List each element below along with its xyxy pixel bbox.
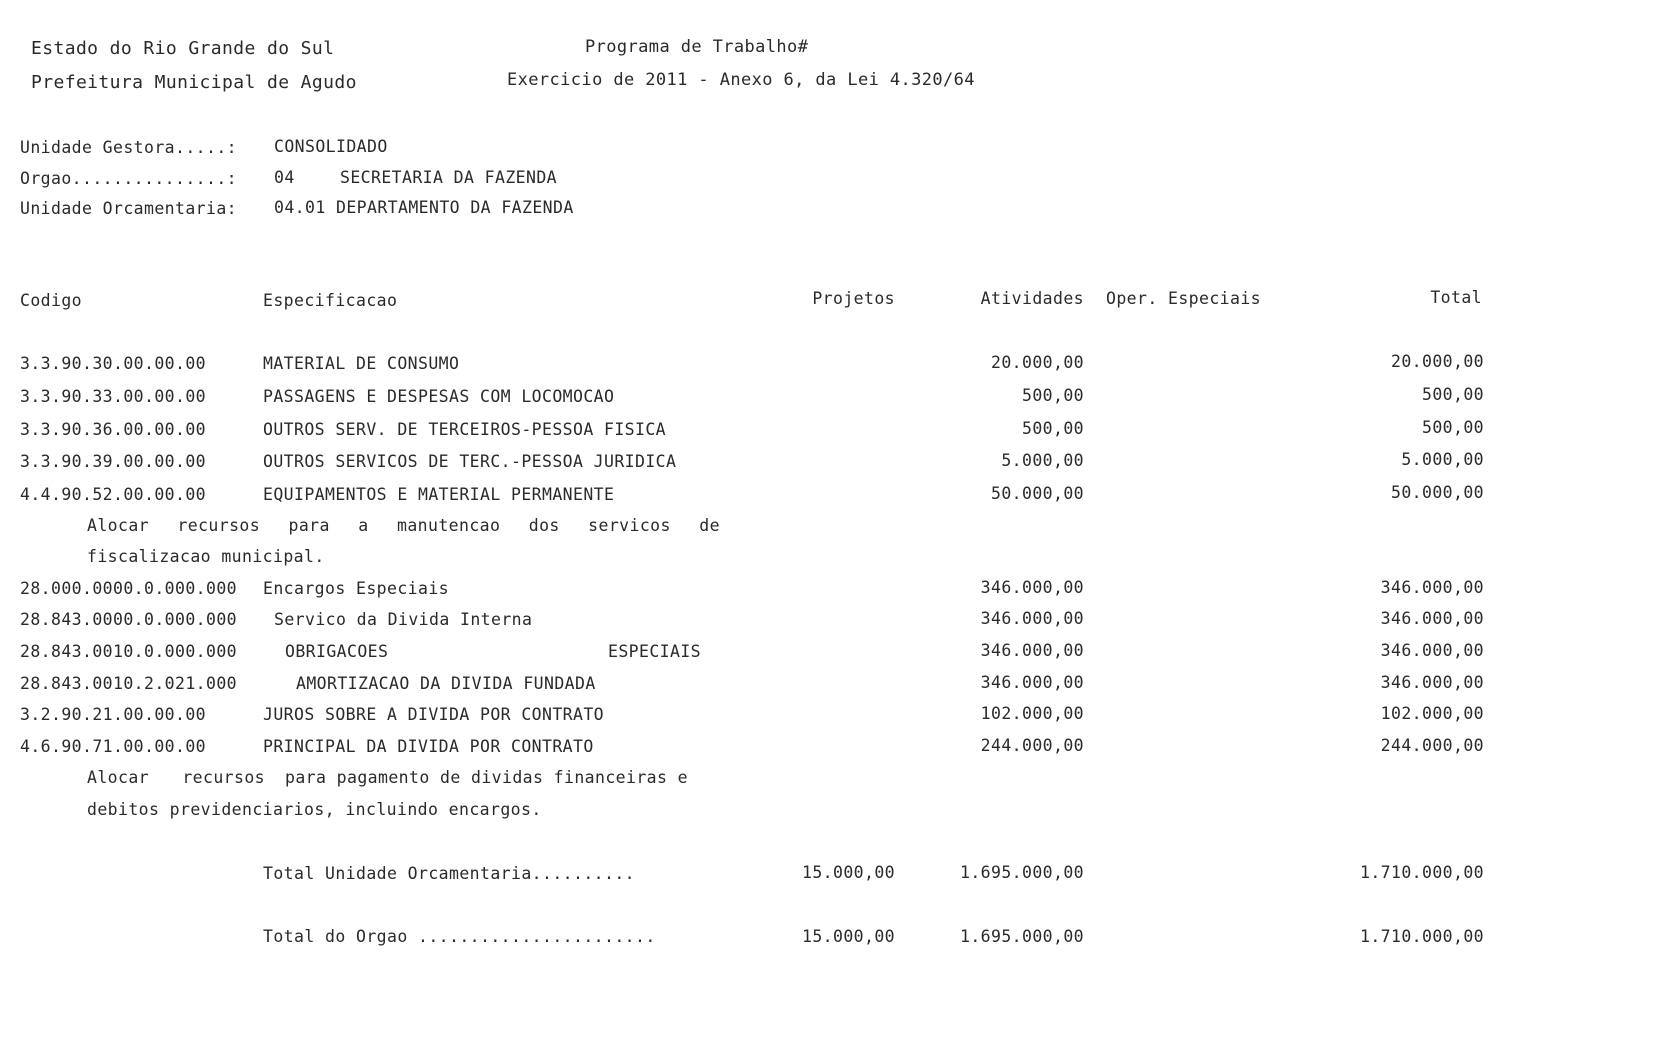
note-word: para [288, 516, 330, 535]
row-codigo: 3.2.90.21.00.00.00 [20, 705, 207, 724]
row-codigo: 3.3.90.39.00.00.00 [20, 452, 207, 471]
column-header-atividades: Atividades [980, 289, 1084, 308]
note-2-line-1-rest: para pagamento de dividas financeiras e [285, 768, 689, 787]
row-atividades: 346.000,00 [980, 609, 1084, 628]
orgao-code: 04 [274, 168, 295, 187]
row-atividades: 102.000,00 [980, 704, 1084, 723]
row-especificacao: Encargos Especiais [263, 579, 450, 598]
total-unidade-total: 1.710.000,00 [1359, 863, 1484, 882]
row-total: 20.000,00 [1390, 352, 1484, 371]
column-header-oper-especiais: Oper. Especiais [1106, 289, 1262, 308]
note-1-line-1 [87, 516, 720, 536]
row-especificacao: EQUIPAMENTOS E MATERIAL PERMANENTE [263, 485, 615, 504]
row-especificacao-part-2: ESPECIAIS [608, 642, 702, 661]
row-codigo: 28.843.0010.0.000.000 [20, 642, 238, 661]
note-word: a [358, 516, 369, 535]
note-word: Alocar [87, 516, 150, 535]
row-especificacao: Servico da Divida Interna [274, 610, 533, 629]
note-word: recursos [182, 768, 265, 787]
row-codigo: 3.3.90.30.00.00.00 [20, 354, 207, 373]
total-orgao-label: Total do Orgao ....................... [263, 927, 656, 946]
row-codigo: 28.843.0000.0.000.000 [20, 610, 238, 629]
state-name: Estado do Rio Grande do Sul [31, 38, 335, 59]
row-atividades: 346.000,00 [980, 673, 1084, 692]
total-orgao-projetos: 15.000,00 [801, 927, 895, 946]
row-codigo: 3.3.90.33.00.00.00 [20, 387, 207, 406]
total-orgao-atividades: 1.695.000,00 [959, 927, 1084, 946]
row-atividades: 50.000,00 [990, 484, 1084, 503]
row-total: 50.000,00 [1390, 483, 1484, 502]
row-especificacao-part-1: OBRIGACOES [285, 642, 389, 661]
total-unidade-label: Total Unidade Orcamentaria.......... [263, 864, 636, 883]
row-total: 244.000,00 [1380, 736, 1484, 755]
total-unidade-atividades: 1.695.000,00 [959, 863, 1084, 882]
column-header-total: Total [1430, 288, 1482, 307]
column-header-especificacao: Especificacao [263, 291, 398, 310]
municipality-name: Prefeitura Municipal de Agudo [31, 72, 357, 93]
row-especificacao: MATERIAL DE CONSUMO [263, 354, 460, 373]
total-orgao-total: 1.710.000,00 [1359, 927, 1484, 946]
row-atividades: 20.000,00 [990, 353, 1084, 372]
note-word: manutencao [397, 516, 501, 535]
orgao-name: SECRETARIA DA FAZENDA [340, 168, 558, 187]
row-total: 102.000,00 [1380, 704, 1484, 723]
row-total: 5.000,00 [1401, 450, 1484, 469]
note-1-line-2: fiscalizacao municipal. [87, 547, 325, 566]
row-codigo: 4.4.90.52.00.00.00 [20, 485, 207, 504]
column-header-codigo: Codigo [20, 291, 83, 310]
note-word: recursos [177, 516, 261, 535]
row-total: 346.000,00 [1380, 641, 1484, 660]
column-header-projetos: Projetos [812, 289, 895, 308]
row-atividades: 500,00 [1021, 419, 1084, 438]
unidade-orcamentaria-label: Unidade Orcamentaria: [20, 199, 238, 218]
note-word: de [699, 516, 720, 535]
row-especificacao: PASSAGENS E DESPESAS COM LOCOMOCAO [263, 387, 615, 406]
row-especificacao: OUTROS SERVICOS DE TERC.-PESSOA JURIDICA [263, 452, 677, 471]
program-title: Programa de Trabalho# [585, 37, 809, 57]
row-total: 346.000,00 [1380, 578, 1484, 597]
note-2-line-1-start [87, 768, 265, 788]
note-2-line-2: debitos previdenciarios, incluindo encargos. [87, 800, 542, 819]
row-total: 500,00 [1421, 385, 1484, 404]
row-especificacao: OUTROS SERV. DE TERCEIROS-PESSOA FISICA [263, 420, 667, 439]
row-especificacao: AMORTIZACAO DA DIVIDA FUNDADA [296, 674, 596, 693]
exercise-title: Exercicio de 2011 - Anexo 6, da Lei 4.320/64 [507, 70, 975, 90]
unidade-gestora-label: Unidade Gestora.....: [20, 138, 238, 157]
row-atividades: 500,00 [1021, 386, 1084, 405]
unidade-orcamentaria-value: 04.01 DEPARTAMENTO DA FAZENDA [274, 198, 574, 217]
row-especificacao: PRINCIPAL DA DIVIDA POR CONTRATO [263, 737, 594, 756]
note-word: servicos [588, 516, 671, 535]
note-word: dos [528, 516, 560, 535]
row-atividades: 346.000,00 [980, 641, 1084, 660]
unidade-gestora-value: CONSOLIDADO [274, 137, 388, 156]
total-unidade-projetos: 15.000,00 [801, 863, 895, 882]
row-total: 500,00 [1421, 418, 1484, 437]
row-total: 346.000,00 [1380, 673, 1484, 692]
row-codigo: 28.843.0010.2.021.000 [20, 674, 238, 693]
row-atividades: 5.000,00 [1001, 451, 1084, 470]
row-codigo: 28.000.0000.0.000.000 [20, 579, 238, 598]
row-codigo: 3.3.90.36.00.00.00 [20, 420, 207, 439]
row-atividades: 244.000,00 [980, 736, 1084, 755]
orgao-label: Orgao...............: [20, 169, 238, 188]
row-atividades: 346.000,00 [980, 578, 1084, 597]
row-total: 346.000,00 [1380, 609, 1484, 628]
note-word: Alocar [87, 768, 150, 787]
row-codigo: 4.6.90.71.00.00.00 [20, 737, 207, 756]
row-especificacao: JUROS SOBRE A DIVIDA POR CONTRATO [263, 705, 605, 724]
